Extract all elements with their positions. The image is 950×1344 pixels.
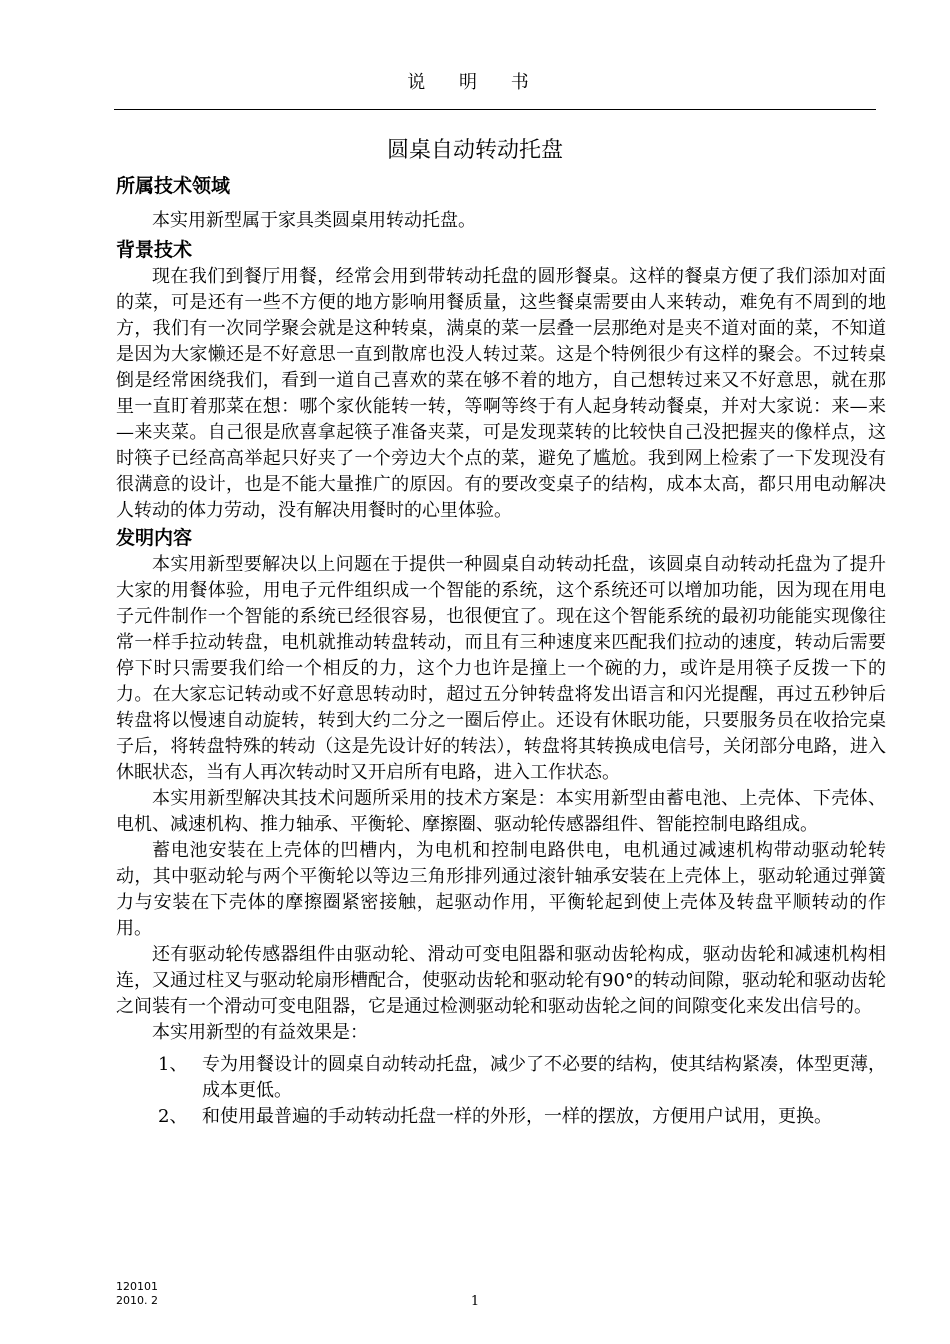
paragraph-benefits-intro: 本实用新型的有益效果是：	[152, 1022, 368, 1043]
benefits-list	[116, 1052, 886, 1130]
list-item-number: 1、	[158, 1054, 188, 1075]
document-body	[116, 172, 886, 1130]
paragraph-invention-4: 还有驱动轮传感器组件由驱动轮、滑动可变电阻器和驱动齿轮构成，驱动齿轮和减速机构相连，又通过柱叉与驱动轮扇形槽配合，使驱动齿轮和驱动轮有90°的转动间隙，驱动轮和驱动齿轮之间装有一个滑动可变电阻器，它是通过检测驱动轮和驱动齿轮之间的间隙变化来发出信号的。	[116, 944, 886, 1017]
list-item-number: 2、	[158, 1106, 188, 1127]
section-heading-background: 背景技术	[116, 239, 193, 261]
footer-code-line-1: 120101	[116, 1280, 158, 1293]
footer-code-line-2: 2010. 2	[116, 1294, 158, 1307]
list-item	[116, 1104, 886, 1130]
list-item-text: 专为用餐设计的圆桌自动转动托盘，减少了不必要的结构，使其结构紧凑，体型更薄，成本更低。	[202, 1054, 886, 1101]
list-item-text: 和使用最普遍的手动转动托盘一样的外形，一样的摆放，方便用户试用，更换。	[202, 1106, 832, 1127]
paragraph-invention-3: 蓄电池安装在上壳体的凹槽内，为电机和控制电路供电，电机通过减速机构带动驱动轮转动，其中驱动轮与两个平衡轮以等边三角形排列通过滚针轴承安装在上壳体上，驱动轮通过弹簧力与安装在下壳体的摩擦圈紧密接触，起驱动作用，平衡轮起到使上壳体及转盘平顺转动的作用。	[116, 840, 886, 939]
paragraph-background: 现在我们到餐厅用餐，经常会用到带转动托盘的圆形餐桌。这样的餐桌方便了我们添加对面的菜，可是还有一些不方便的地方影响用餐质量，这些餐桌需要由人来转动，难免有不周到的地方，我们有一次同学聚会就是这种转桌，满桌的菜一层叠一层那绝对是夹不道对面的菜，不知道是因为大家懒还是不好意思一直到散席也没人转过菜。这是个特例很少有这样的聚会。不过转桌倒是经常困绕我们，看到一道自己喜欢的菜在够不着的地方，自己想转过来又不好意思，就在那里一直盯着那菜在想：哪个家伙能转一转，等啊等终于有人起身转动餐桌，并对大家说：来—来—来夹菜。自己很是欣喜拿起筷子准备夹菜，可是发现菜转的比较快自己没把握夹的像样点，这时筷子已经高高举起只好夹了一个旁边大个点的菜，避免了尴尬。我到网上检索了一下发现没有很满意的设计，也是不能大量推广的原因。有的要改变桌子的结构，成本太高，都只用电动解决人转动的体力劳动，没有解决用餐时的心里体验。	[116, 266, 886, 521]
page-number: 1	[470, 1294, 480, 1309]
document-title: 圆桌自动转动托盘	[386, 138, 563, 163]
paragraph-invention-1: 本实用新型要解决以上问题在于提供一种圆桌自动转动托盘，该圆桌自动转动托盘为了提升大家的用餐体验，用电子元件组织成一个智能的系统，这个系统还可以增加功能，因为现在用电子元件制作一个智能的系统已经很容易，也很便宜了。现在这个智能系统的最初功能能实现像往常一样手拉动转盘，电机就推动转盘转动，而且有三种速度来匹配我们拉动的速度，转动后需要停下时只需要我们给一个相反的力，这个力也许是撞上一个碗的力，或许是用筷子反拨一下的力。在大家忘记转动或不好意思转动时，超过五分钟转盘将发出语言和闪光提醒，再过五秒钟后转盘将以慢速自动旋转，转到大约二分之一圈后停止。还设有休眠功能，只要服务员在收拾完桌子后，将转盘特殊的转动（这是先设计好的转法），转盘将其转换成电信号，关闭部分电路，进入休眠状态，当有人再次转动时又开启所有电路，进入工作状态。	[116, 554, 886, 783]
section-heading-technical-field: 所属技术领域	[116, 175, 231, 197]
paragraph-invention-2: 本实用新型解决其技术问题所采用的技术方案是：本实用新型由蓄电池、上壳体、下壳体、电机、减速机构、推力轴承、平衡轮、摩擦圈、驱动轮传感器组件、智能控制电路组成。	[116, 788, 886, 835]
list-item	[116, 1052, 886, 1104]
section-heading-invention-content: 发明内容	[116, 527, 193, 549]
document-header-title: 说 明 书	[407, 72, 543, 93]
header-divider	[114, 109, 876, 110]
paragraph-technical-field: 本实用新型属于家具类圆桌用转动托盘。	[152, 210, 476, 231]
